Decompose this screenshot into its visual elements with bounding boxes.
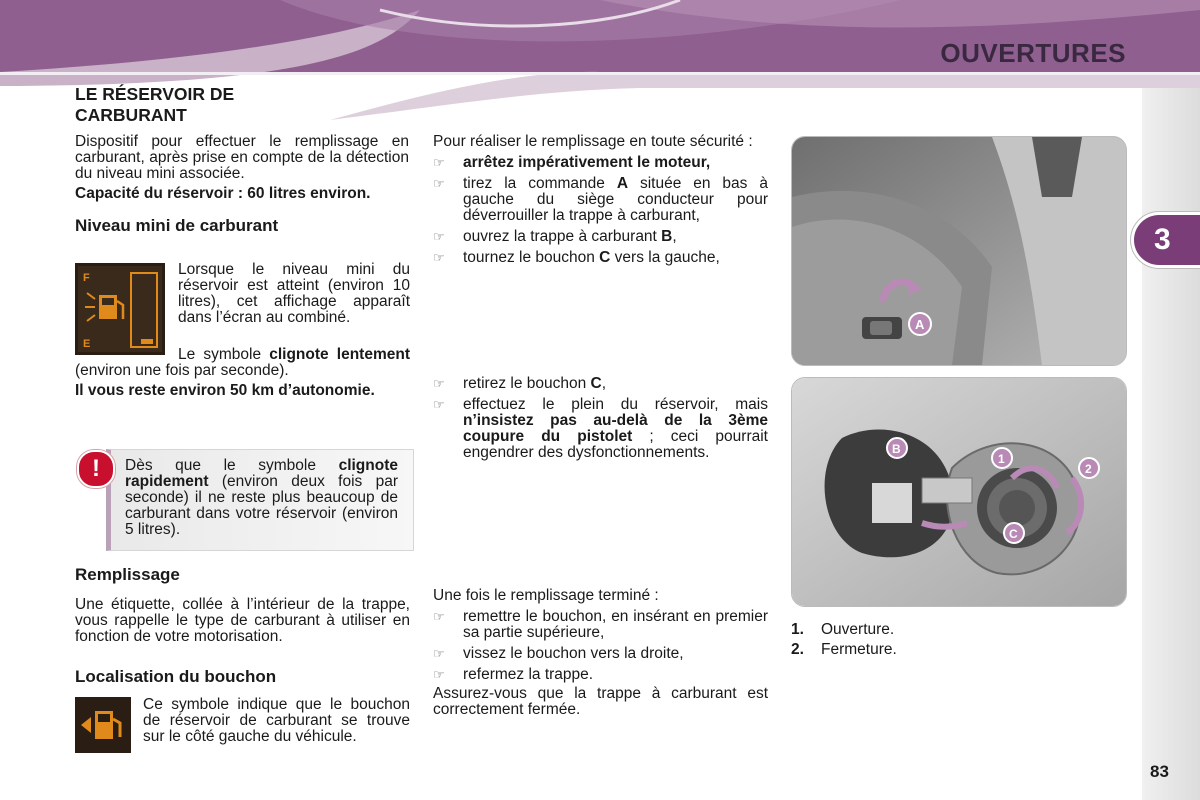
bullet-hand-icon: ☞ [433,229,445,244]
distance-text: Il vous reste environ 50 km d’autonomie. [75,382,375,399]
step-remove-cap [433,376,768,392]
step-6-bold: n’insistez pas au-delà de la 3ème coupure du pistolet [463,412,768,445]
closing-text: Assurez-vous que la trappe à carburant est correctement fermée. [433,685,768,718]
step-5-bold: C [590,375,602,392]
bouchon-text: Ce symbole indique que le bouchon de réservoir de carburant se trouve sur le côté gauche du véhicule. [143,696,410,745]
step-2-bold: A [616,175,629,192]
bullet-hand-icon: ☞ [433,155,445,170]
bullet-hand-icon: ☞ [433,397,445,412]
step-turn-cap [433,250,768,266]
step-fill-tank [433,397,768,461]
step-3-bold: B [661,228,673,245]
bullet-hand-icon: ☞ [433,646,445,661]
step-3-a: ouvrez la trappe à carburant [463,228,662,245]
bullet-hand-icon: ☞ [433,667,445,682]
label-c: C [1009,527,1018,541]
bullet-hand-icon: ☞ [433,376,445,391]
step-close-flap [433,667,768,683]
step-2-a: tirez la commande [463,175,617,192]
step-3-b: , [672,228,677,245]
label-a: A [915,317,925,332]
section-title-line2: CARBURANT [75,105,187,125]
step-4-b: vers la gauche, [610,249,720,266]
blink-slow-bold: clignote lentement [269,346,410,363]
step-6-b: ; ceci pourrait engendrer des dysfonctionnements. [463,428,768,461]
warning-a: Dès que le symbole [125,457,339,474]
legend-item [791,642,1125,658]
remplissage-heading: Remplissage [75,565,180,584]
label-b: B [892,442,901,456]
column-2-bottom [433,588,768,718]
intro-paragraph: Dispositif pour effectuer le remplissage en carburant, après prise en compte de la détection du niveau mini associée. [75,133,409,182]
low-fuel-warning-icon [75,263,165,355]
section-title-line1: LE RÉSERVOIR DE [75,84,235,104]
legend-text: Ouverture. [821,621,895,638]
column-2-middle [433,376,768,461]
chapter-tab[interactable] [1134,215,1200,265]
bullet-hand-icon: ☞ [433,176,445,191]
section-title [75,84,409,126]
column-2 [433,134,768,266]
warning-b: (environ deux fois par seconde) il ne reste plus beaucoup de carburant dans votre réservoir (environ 5 litres). [125,473,398,538]
capacity-text [75,186,409,202]
step-9-text: refermez la trappe. [463,666,594,683]
legend-num: 1. [791,621,804,638]
blink-slow-b: (environ une fois par seconde). [75,362,289,379]
step-stop-engine [433,155,768,171]
step-8-text: vissez le bouchon vers la droite, [463,645,684,662]
remplissage-text: Une étiquette, collée à l’intérieur de la trappe, vous rappelle le type de carburant à utiliser en fonction de votre motorisation. [75,596,410,645]
photo-fuel-cap [791,377,1127,607]
page-title: OUVERTURES [940,38,1126,68]
legend-num: 2. [791,641,804,658]
svg-text:E: E [83,338,91,350]
step-4-a: tournez le bouchon [463,249,600,266]
bullet-hand-icon: ☞ [433,250,445,265]
warning-icon-glyph: ! [92,455,100,482]
lever-illustration [792,137,1126,365]
step-open-flap [433,229,768,245]
step-pull-lever [433,176,768,224]
photo-lever [791,136,1127,366]
chapter-number: 3 [1154,223,1171,256]
page-number: 83 [1150,762,1169,781]
capacity-value: Capacité du réservoir : 60 litres environ. [75,185,371,202]
step-screw-cap [433,646,768,662]
bouchon-heading: Localisation du bouchon [75,667,277,686]
chapter-sidebar [1142,88,1200,800]
step-5-b: , [601,375,607,392]
warning-bold: clignote rapidement [125,457,398,490]
col2-intro: Pour réaliser le remplissage en toute sécurité : [433,133,753,150]
step-2-b: située en bas à gauche du siège conducteur pour déverrouiller la trappe à carburant, [463,175,768,224]
label-1: 1 [998,452,1005,466]
niveau-heading: Niveau mini de carburant [75,216,279,235]
niveau-text: Lorsque le niveau mini du réservoir est atteint (environ 10 litres), cet affichage apparaît dans l’écran au combiné. [178,261,410,326]
fuel-cap-illustration [792,378,1126,606]
label-2: 2 [1085,462,1092,476]
step-replace-cap [433,609,768,641]
blink-slow-a: Le symbole [178,346,270,363]
warning-text [125,458,398,538]
legend-item [791,622,1125,638]
after-filling: Une fois le remplissage terminé : [433,587,659,604]
svg-text:F: F [83,272,90,284]
step-4-bold: C [599,249,611,266]
photo-legend [791,622,1125,658]
legend-text: Fermeture. [821,641,897,658]
bullet-hand-icon: ☞ [433,609,445,624]
fuel-cap-side-icon [75,697,131,753]
column-1 [75,84,409,236]
step-7-text: remettre le bouchon, en insérant en premier sa partie supérieure, [463,608,768,641]
step-5-a: retirez le bouchon [463,375,591,392]
warning-icon [77,450,115,488]
step-1-text: arrêtez impérativement le moteur, [463,154,711,171]
blink-slow-text [75,347,410,379]
step-6-a: effectuez le plein du réservoir, mais [463,396,768,413]
